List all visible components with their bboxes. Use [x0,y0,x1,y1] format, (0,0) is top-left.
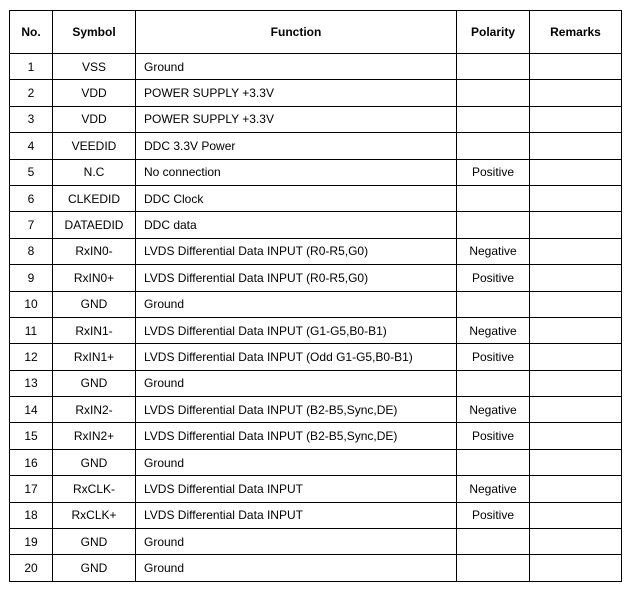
cell-polarity: Negative [457,476,530,502]
cell-symbol: N.C [53,159,136,185]
cell-symbol: RxCLK- [53,476,136,502]
cell-no: 16 [10,449,53,475]
cell-no: 8 [10,238,53,264]
cell-remarks [530,476,622,502]
table-row [10,133,622,159]
cell-no: 15 [10,423,53,449]
table-row [10,344,622,370]
cell-remarks [530,555,622,581]
cell-polarity [457,80,530,106]
table-body [10,54,622,582]
cell-function: Ground [136,555,457,581]
cell-no: 14 [10,397,53,423]
cell-remarks [530,185,622,211]
cell-function: LVDS Differential Data INPUT [136,502,457,528]
cell-no: 2 [10,80,53,106]
cell-function: LVDS Differential Data INPUT (G1-G5,B0-B1) [136,317,457,343]
cell-no: 9 [10,265,53,291]
table-row [10,423,622,449]
table-header [10,11,622,54]
cell-polarity [457,529,530,555]
cell-polarity: Positive [457,159,530,185]
cell-function: POWER SUPPLY +3.3V [136,106,457,132]
cell-polarity [457,106,530,132]
cell-no: 3 [10,106,53,132]
cell-function: Ground [136,291,457,317]
cell-symbol: VEEDID [53,133,136,159]
cell-symbol: DATAEDID [53,212,136,238]
cell-function: Ground [136,529,457,555]
cell-polarity [457,185,530,211]
cell-polarity [457,449,530,475]
cell-function: DDC data [136,212,457,238]
cell-function: DDC 3.3V Power [136,133,457,159]
cell-symbol: RxIN0+ [53,265,136,291]
cell-polarity: Positive [457,265,530,291]
table-row [10,54,622,80]
table-row [10,265,622,291]
cell-function: LVDS Differential Data INPUT (B2-B5,Sync,DE) [136,423,457,449]
cell-polarity: Negative [457,397,530,423]
cell-function: POWER SUPPLY +3.3V [136,80,457,106]
cell-remarks [530,423,622,449]
cell-remarks [530,344,622,370]
cell-symbol: GND [53,555,136,581]
table-row [10,529,622,555]
table-row [10,476,622,502]
header-function: Function [136,11,457,54]
table-row [10,238,622,264]
cell-polarity [457,555,530,581]
cell-remarks [530,449,622,475]
cell-function: LVDS Differential Data INPUT (B2-B5,Sync,DE) [136,397,457,423]
header-row [10,11,622,54]
cell-no: 12 [10,344,53,370]
cell-remarks [530,291,622,317]
cell-no: 18 [10,502,53,528]
cell-no: 6 [10,185,53,211]
cell-no: 17 [10,476,53,502]
cell-symbol: RxIN2- [53,397,136,423]
table-row [10,449,622,475]
cell-no: 4 [10,133,53,159]
table-row [10,80,622,106]
cell-polarity [457,370,530,396]
cell-function: Ground [136,370,457,396]
header-symbol: Symbol [53,11,136,54]
table-row [10,502,622,528]
cell-no: 7 [10,212,53,238]
table-row [10,370,622,396]
cell-function: No connection [136,159,457,185]
cell-function: LVDS Differential Data INPUT (R0-R5,G0) [136,238,457,264]
cell-remarks [530,80,622,106]
cell-polarity: Negative [457,317,530,343]
cell-remarks [530,317,622,343]
cell-function: LVDS Differential Data INPUT (Odd G1-G5,B0-B1) [136,344,457,370]
table-row [10,212,622,238]
cell-symbol: CLKEDID [53,185,136,211]
cell-symbol: VDD [53,80,136,106]
header-polarity: Polarity [457,11,530,54]
cell-remarks [530,106,622,132]
cell-remarks [530,159,622,185]
cell-no: 19 [10,529,53,555]
cell-remarks [530,133,622,159]
cell-symbol: RxIN2+ [53,423,136,449]
cell-no: 1 [10,54,53,80]
header-remarks: Remarks [530,11,622,54]
cell-symbol: VSS [53,54,136,80]
header-no: No. [10,11,53,54]
cell-symbol: RxIN1+ [53,344,136,370]
cell-symbol: GND [53,529,136,555]
cell-polarity: Positive [457,423,530,449]
table-row [10,397,622,423]
cell-no: 20 [10,555,53,581]
cell-polarity [457,212,530,238]
cell-symbol: GND [53,370,136,396]
table-row [10,185,622,211]
cell-function: DDC Clock [136,185,457,211]
cell-no: 11 [10,317,53,343]
cell-function: Ground [136,54,457,80]
cell-polarity [457,133,530,159]
pin-assignment-table [9,10,622,582]
cell-polarity: Positive [457,502,530,528]
table-row [10,555,622,581]
cell-symbol: RxIN0- [53,238,136,264]
cell-function: Ground [136,449,457,475]
table-row [10,291,622,317]
cell-symbol: VDD [53,106,136,132]
table-row [10,106,622,132]
table-row [10,317,622,343]
cell-remarks [530,54,622,80]
cell-no: 10 [10,291,53,317]
pin-assignment-table-container [9,10,622,582]
cell-remarks [530,238,622,264]
table-row [10,159,622,185]
cell-remarks [530,397,622,423]
cell-symbol: RxIN1- [53,317,136,343]
cell-remarks [530,265,622,291]
cell-polarity [457,54,530,80]
cell-remarks [530,212,622,238]
cell-function: LVDS Differential Data INPUT [136,476,457,502]
cell-no: 13 [10,370,53,396]
cell-remarks [530,370,622,396]
cell-polarity [457,291,530,317]
cell-no: 5 [10,159,53,185]
cell-symbol: GND [53,291,136,317]
cell-remarks [530,502,622,528]
cell-polarity: Positive [457,344,530,370]
cell-symbol: GND [53,449,136,475]
cell-remarks [530,529,622,555]
cell-symbol: RxCLK+ [53,502,136,528]
cell-function: LVDS Differential Data INPUT (R0-R5,G0) [136,265,457,291]
cell-polarity: Negative [457,238,530,264]
